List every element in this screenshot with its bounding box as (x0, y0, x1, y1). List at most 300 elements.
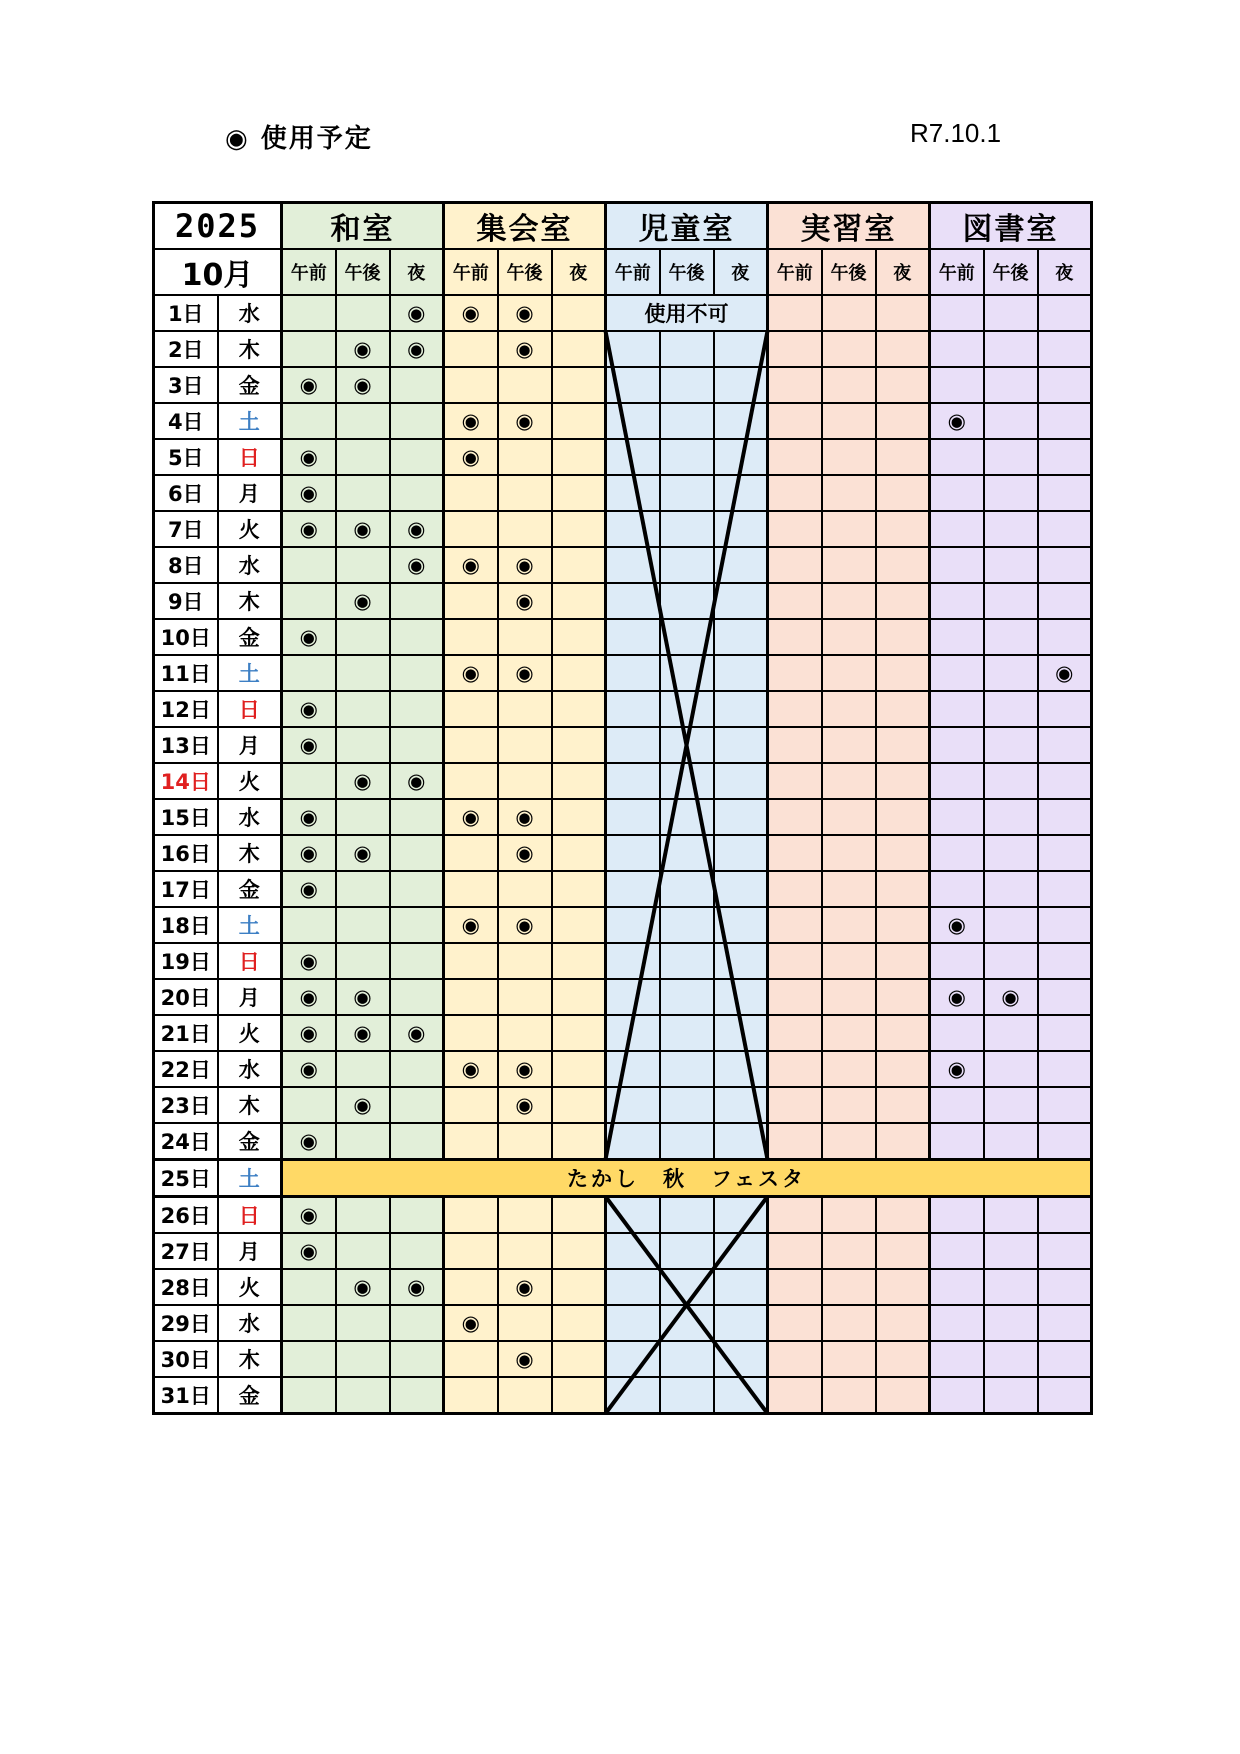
reservation-mark: ◉ (353, 517, 372, 541)
room-header-shukaishitsu: 集会室 (444, 203, 606, 250)
slot-cell-toshoshitsu (984, 619, 1038, 655)
slot-cell-toshoshitsu (930, 1197, 984, 1234)
slot-cell-toshoshitsu (984, 1377, 1038, 1414)
day-cell: 15日 (154, 799, 218, 835)
slot-cell-shukaishitsu (552, 907, 606, 943)
slot-cell-washitsu (390, 619, 444, 655)
slot-cell-jisshushitsu (876, 871, 930, 907)
slot-cell-washitsu (282, 619, 336, 655)
table-row (154, 907, 1092, 943)
slot-cell-shukaishitsu (444, 763, 498, 799)
slot-cell-washitsu (282, 763, 336, 799)
slot-cell-jidoshitsu (606, 763, 660, 799)
slot-cell-shukaishitsu (552, 835, 606, 871)
weekday-cell: 木 (218, 1341, 282, 1377)
table-row (154, 295, 1092, 331)
slot-cell-jisshushitsu (822, 511, 876, 547)
table-row (154, 979, 1092, 1015)
slot-cell-jidoshitsu (660, 403, 714, 439)
slot-cell-jisshushitsu (876, 583, 930, 619)
slot-cell-jisshushitsu (822, 871, 876, 907)
slot-cell-jidoshitsu (606, 475, 660, 511)
table-row (154, 367, 1092, 403)
slot-cell-shukaishitsu (444, 979, 498, 1015)
slot-cell-jisshushitsu (822, 619, 876, 655)
slot-cell-washitsu (390, 1269, 444, 1305)
slot-cell-jidoshitsu (660, 907, 714, 943)
slot-cell-jisshushitsu (876, 799, 930, 835)
reservation-mark: ◉ (515, 913, 534, 937)
slot-cell-washitsu (336, 907, 390, 943)
reservation-mark: ◉ (299, 949, 318, 973)
day-cell: 26日 (154, 1197, 218, 1234)
slot-cell-toshoshitsu (1038, 331, 1092, 367)
day-cell: 7日 (154, 511, 218, 547)
slot-cell-shukaishitsu (552, 511, 606, 547)
table-row (154, 727, 1092, 763)
room-header-jidoshitsu: 児童室 (606, 203, 768, 250)
slot-cell-washitsu (336, 295, 390, 331)
slot-header-toshoshitsu-3: 夜 (1038, 249, 1092, 295)
slot-cell-jisshushitsu (768, 475, 822, 511)
slot-cell-shukaishitsu (444, 1197, 498, 1234)
slot-cell-toshoshitsu (930, 1015, 984, 1051)
slot-cell-jidoshitsu (660, 943, 714, 979)
slot-cell-jidoshitsu (660, 619, 714, 655)
weekday-cell: 火 (218, 763, 282, 799)
slot-cell-jidoshitsu (606, 547, 660, 583)
slot-cell-toshoshitsu (930, 295, 984, 331)
slot-cell-shukaishitsu (552, 1123, 606, 1160)
slot-cell-washitsu (282, 1087, 336, 1123)
slot-cell-toshoshitsu (930, 547, 984, 583)
slot-cell-shukaishitsu (498, 1233, 552, 1269)
slot-cell-toshoshitsu (930, 691, 984, 727)
reservation-mark: ◉ (515, 1093, 534, 1117)
slot-cell-washitsu (336, 1051, 390, 1087)
slot-cell-shukaishitsu (498, 547, 552, 583)
slot-cell-jisshushitsu (822, 1087, 876, 1123)
slot-cell-jisshushitsu (876, 1377, 930, 1414)
slot-cell-jidoshitsu (660, 799, 714, 835)
slot-cell-shukaishitsu (498, 511, 552, 547)
slot-cell-washitsu (390, 475, 444, 511)
slot-cell-shukaishitsu (444, 1341, 498, 1377)
slot-cell-shukaishitsu (498, 1051, 552, 1087)
slot-cell-jisshushitsu (768, 871, 822, 907)
reservation-mark: ◉ (353, 373, 372, 397)
slot-cell-shukaishitsu (498, 439, 552, 475)
reservation-mark: ◉ (299, 481, 318, 505)
reservation-mark: ◉ (299, 805, 318, 829)
slot-cell-washitsu (390, 1051, 444, 1087)
slot-cell-shukaishitsu (552, 547, 606, 583)
slot-cell-shukaishitsu (552, 619, 606, 655)
slot-cell-toshoshitsu (1038, 1123, 1092, 1160)
slot-cell-jisshushitsu (876, 1197, 930, 1234)
table-row (154, 763, 1092, 799)
slot-cell-washitsu (390, 511, 444, 547)
slot-cell-washitsu (390, 1305, 444, 1341)
slot-cell-jidoshitsu (606, 655, 660, 691)
slot-cell-jidoshitsu (714, 475, 768, 511)
slot-cell-shukaishitsu (498, 835, 552, 871)
slot-cell-jisshushitsu (876, 619, 930, 655)
slot-cell-jisshushitsu (822, 835, 876, 871)
day-cell: 17日 (154, 871, 218, 907)
slot-cell-jidoshitsu (606, 439, 660, 475)
day-cell: 18日 (154, 907, 218, 943)
year-header: 2025 (154, 203, 282, 250)
slot-cell-jisshushitsu (876, 475, 930, 511)
slot-cell-shukaishitsu (552, 1087, 606, 1123)
slot-cell-shukaishitsu (498, 655, 552, 691)
slot-cell-washitsu (282, 1051, 336, 1087)
slot-cell-toshoshitsu (930, 619, 984, 655)
slot-cell-jidoshitsu (660, 691, 714, 727)
weekday-cell: 金 (218, 871, 282, 907)
slot-cell-washitsu (390, 1015, 444, 1051)
slot-cell-jisshushitsu (768, 835, 822, 871)
slot-cell-shukaishitsu (552, 1197, 606, 1234)
slot-cell-shukaishitsu (498, 619, 552, 655)
slot-cell-jisshushitsu (876, 1051, 930, 1087)
slot-cell-jidoshitsu (714, 1305, 768, 1341)
slot-cell-shukaishitsu (552, 1341, 606, 1377)
slot-cell-toshoshitsu (1038, 907, 1092, 943)
day-cell: 4日 (154, 403, 218, 439)
slot-cell-washitsu (282, 331, 336, 367)
slot-cell-washitsu (282, 943, 336, 979)
slot-cell-washitsu (336, 979, 390, 1015)
slot-cell-jisshushitsu (768, 403, 822, 439)
slot-cell-shukaishitsu (498, 475, 552, 511)
reservation-mark: ◉ (461, 445, 480, 469)
slot-cell-jidoshitsu (714, 763, 768, 799)
weekday-cell: 水 (218, 799, 282, 835)
table-row (154, 1123, 1092, 1160)
slot-cell-shukaishitsu (444, 871, 498, 907)
slot-cell-washitsu (336, 1377, 390, 1414)
slot-cell-washitsu (336, 763, 390, 799)
slot-cell-shukaishitsu (498, 907, 552, 943)
slot-cell-jisshushitsu (768, 1051, 822, 1087)
slot-cell-jidoshitsu (660, 1305, 714, 1341)
slot-cell-jisshushitsu (768, 1341, 822, 1377)
slot-cell-shukaishitsu (498, 1123, 552, 1160)
weekday-cell: 水 (218, 1051, 282, 1087)
slot-cell-washitsu (390, 979, 444, 1015)
slot-cell-jidoshitsu (714, 835, 768, 871)
day-cell: 10日 (154, 619, 218, 655)
reservation-mark: ◉ (515, 589, 534, 613)
slot-cell-jidoshitsu (606, 1269, 660, 1305)
slot-cell-jidoshitsu (660, 331, 714, 367)
slot-cell-washitsu (336, 619, 390, 655)
slot-cell-washitsu (390, 367, 444, 403)
reservation-mark: ◉ (1001, 985, 1020, 1009)
slot-cell-shukaishitsu (498, 1015, 552, 1051)
slot-cell-jisshushitsu (876, 1087, 930, 1123)
issue-date: R7.10.1 (910, 118, 1002, 148)
slot-cell-shukaishitsu (552, 727, 606, 763)
slot-cell-jisshushitsu (822, 295, 876, 331)
slot-cell-jidoshitsu (714, 403, 768, 439)
slot-cell-washitsu (336, 439, 390, 475)
day-cell: 30日 (154, 1341, 218, 1377)
slot-cell-toshoshitsu (1038, 655, 1092, 691)
slot-cell-washitsu (390, 439, 444, 475)
slot-cell-shukaishitsu (498, 871, 552, 907)
slot-cell-washitsu (282, 1233, 336, 1269)
weekday-cell: 木 (218, 583, 282, 619)
slot-cell-toshoshitsu (1038, 295, 1092, 331)
slot-cell-toshoshitsu (984, 367, 1038, 403)
slot-cell-shukaishitsu (498, 799, 552, 835)
table-row (154, 835, 1092, 871)
reservation-mark: ◉ (407, 1275, 426, 1299)
slot-cell-washitsu (336, 367, 390, 403)
slot-cell-shukaishitsu (498, 691, 552, 727)
slot-cell-jisshushitsu (822, 979, 876, 1015)
slot-cell-shukaishitsu (552, 655, 606, 691)
slot-cell-washitsu (390, 331, 444, 367)
slot-cell-toshoshitsu (1038, 367, 1092, 403)
slot-cell-shukaishitsu (444, 727, 498, 763)
slot-cell-toshoshitsu (930, 871, 984, 907)
weekday-cell: 日 (218, 691, 282, 727)
slot-cell-jisshushitsu (822, 1305, 876, 1341)
slot-cell-jidoshitsu (606, 1051, 660, 1087)
slot-header-shukaishitsu-3: 夜 (552, 249, 606, 295)
reservation-mark: ◉ (407, 301, 426, 325)
slot-cell-jidoshitsu (714, 1377, 768, 1414)
slot-cell-jidoshitsu (714, 655, 768, 691)
slot-cell-shukaishitsu (444, 1051, 498, 1087)
weekday-cell: 月 (218, 979, 282, 1015)
reservation-mark: ◉ (407, 1021, 426, 1045)
slot-cell-washitsu (336, 691, 390, 727)
slot-cell-washitsu (390, 1197, 444, 1234)
slot-cell-shukaishitsu (444, 1015, 498, 1051)
slot-cell-jisshushitsu (768, 547, 822, 583)
slot-cell-washitsu (390, 1123, 444, 1160)
slot-header-jisshushitsu-3: 夜 (876, 249, 930, 295)
slot-cell-shukaishitsu (498, 1377, 552, 1414)
slot-cell-jisshushitsu (822, 1123, 876, 1160)
slot-cell-washitsu (336, 403, 390, 439)
slot-cell-toshoshitsu (984, 1123, 1038, 1160)
slot-cell-shukaishitsu (552, 1015, 606, 1051)
slot-header-jidoshitsu-1: 午前 (606, 249, 660, 295)
slot-cell-jisshushitsu (822, 547, 876, 583)
slot-cell-jidoshitsu (714, 367, 768, 403)
weekday-cell: 火 (218, 1269, 282, 1305)
slot-cell-jidoshitsu (714, 1233, 768, 1269)
slot-cell-washitsu (336, 583, 390, 619)
slot-cell-toshoshitsu (930, 835, 984, 871)
slot-cell-toshoshitsu (1038, 1305, 1092, 1341)
slot-cell-jidoshitsu (714, 1087, 768, 1123)
slot-cell-jisshushitsu (822, 655, 876, 691)
reservation-mark: ◉ (515, 1275, 534, 1299)
unavailable-note: 使用不可 (606, 295, 768, 331)
slot-cell-shukaishitsu (444, 403, 498, 439)
slot-cell-washitsu (282, 835, 336, 871)
reservation-mark: ◉ (947, 1057, 966, 1081)
slot-cell-shukaishitsu (444, 331, 498, 367)
day-cell: 12日 (154, 691, 218, 727)
slot-cell-shukaishitsu (552, 979, 606, 1015)
slot-cell-washitsu (336, 943, 390, 979)
slot-cell-shukaishitsu (444, 1377, 498, 1414)
day-cell: 8日 (154, 547, 218, 583)
slot-cell-jisshushitsu (876, 331, 930, 367)
slot-cell-toshoshitsu (1038, 1087, 1092, 1123)
slot-cell-jisshushitsu (876, 727, 930, 763)
slot-cell-jidoshitsu (606, 907, 660, 943)
slot-cell-shukaishitsu (552, 331, 606, 367)
slot-cell-jisshushitsu (876, 943, 930, 979)
table-row (154, 1087, 1092, 1123)
slot-header-washitsu-3: 夜 (390, 249, 444, 295)
slot-cell-jisshushitsu (822, 763, 876, 799)
weekday-cell: 木 (218, 835, 282, 871)
day-cell: 24日 (154, 1123, 218, 1160)
table-row (154, 943, 1092, 979)
slot-cell-jidoshitsu (714, 943, 768, 979)
slot-cell-washitsu (282, 799, 336, 835)
slot-cell-jidoshitsu (714, 727, 768, 763)
slot-cell-washitsu (390, 763, 444, 799)
slot-cell-toshoshitsu (984, 727, 1038, 763)
slot-cell-toshoshitsu (984, 1197, 1038, 1234)
slot-cell-shukaishitsu (552, 871, 606, 907)
slot-cell-jisshushitsu (768, 619, 822, 655)
slot-cell-toshoshitsu (930, 907, 984, 943)
slot-cell-toshoshitsu (1038, 1233, 1092, 1269)
reservation-mark: ◉ (515, 1057, 534, 1081)
table-row (154, 1197, 1092, 1234)
slot-cell-washitsu (282, 655, 336, 691)
slot-cell-toshoshitsu (984, 439, 1038, 475)
slot-cell-toshoshitsu (930, 1233, 984, 1269)
slot-cell-jidoshitsu (714, 439, 768, 475)
slot-cell-toshoshitsu (930, 367, 984, 403)
slot-cell-toshoshitsu (1038, 1051, 1092, 1087)
slot-cell-jisshushitsu (876, 403, 930, 439)
slot-cell-washitsu (336, 1015, 390, 1051)
reservation-mark: ◉ (299, 1129, 318, 1153)
weekday-cell: 日 (218, 1197, 282, 1234)
slot-cell-jidoshitsu (714, 1269, 768, 1305)
slot-header-toshoshitsu-1: 午前 (930, 249, 984, 295)
slot-cell-shukaishitsu (498, 979, 552, 1015)
slot-cell-jidoshitsu (660, 979, 714, 1015)
slot-cell-jisshushitsu (876, 655, 930, 691)
slot-cell-jisshushitsu (768, 583, 822, 619)
reservation-mark: ◉ (461, 1057, 480, 1081)
slot-cell-jisshushitsu (822, 1341, 876, 1377)
slot-cell-jidoshitsu (714, 511, 768, 547)
slot-cell-jisshushitsu (768, 655, 822, 691)
slot-cell-toshoshitsu (930, 1377, 984, 1414)
slot-cell-toshoshitsu (984, 1233, 1038, 1269)
slot-cell-jisshushitsu (768, 943, 822, 979)
slot-cell-shukaishitsu (444, 1305, 498, 1341)
slot-cell-jisshushitsu (768, 1377, 822, 1414)
slot-cell-jidoshitsu (660, 1269, 714, 1305)
slot-cell-jidoshitsu (606, 691, 660, 727)
slot-cell-toshoshitsu (984, 547, 1038, 583)
reservation-mark: ◉ (461, 1311, 480, 1335)
slot-cell-washitsu (390, 1087, 444, 1123)
day-cell: 23日 (154, 1087, 218, 1123)
weekday-cell: 月 (218, 475, 282, 511)
slot-cell-shukaishitsu (444, 1233, 498, 1269)
slot-cell-jidoshitsu (660, 1015, 714, 1051)
slot-cell-shukaishitsu (444, 619, 498, 655)
slot-cell-shukaishitsu (444, 1087, 498, 1123)
slot-cell-shukaishitsu (498, 403, 552, 439)
slot-cell-toshoshitsu (930, 439, 984, 475)
slot-cell-washitsu (390, 835, 444, 871)
reservation-mark: ◉ (353, 985, 372, 1009)
day-cell: 13日 (154, 727, 218, 763)
reservation-mark: ◉ (407, 517, 426, 541)
slot-cell-jidoshitsu (714, 331, 768, 367)
slot-cell-jisshushitsu (822, 943, 876, 979)
slot-cell-shukaishitsu (552, 799, 606, 835)
slot-cell-jidoshitsu (714, 871, 768, 907)
slot-cell-toshoshitsu (1038, 1341, 1092, 1377)
slot-cell-jisshushitsu (876, 1233, 930, 1269)
slot-cell-shukaishitsu (552, 439, 606, 475)
table-row (154, 475, 1092, 511)
day-cell: 27日 (154, 1233, 218, 1269)
reservation-mark: ◉ (299, 625, 318, 649)
slot-cell-jisshushitsu (768, 1087, 822, 1123)
slot-cell-washitsu (336, 1269, 390, 1305)
reservation-mark: ◉ (353, 337, 372, 361)
slot-cell-jidoshitsu (660, 1123, 714, 1160)
table-row (154, 655, 1092, 691)
weekday-cell: 月 (218, 727, 282, 763)
reservation-mark: ◉ (947, 409, 966, 433)
day-cell: 21日 (154, 1015, 218, 1051)
day-cell: 19日 (154, 943, 218, 979)
slot-cell-washitsu (336, 331, 390, 367)
slot-cell-toshoshitsu (984, 1051, 1038, 1087)
slot-cell-shukaishitsu (552, 943, 606, 979)
slot-cell-jisshushitsu (768, 1233, 822, 1269)
day-cell: 22日 (154, 1051, 218, 1087)
slot-cell-toshoshitsu (930, 511, 984, 547)
slot-cell-toshoshitsu (930, 403, 984, 439)
slot-cell-jisshushitsu (768, 1197, 822, 1234)
slot-cell-jidoshitsu (660, 1233, 714, 1269)
slot-cell-jisshushitsu (822, 1233, 876, 1269)
slot-header-washitsu-1: 午前 (282, 249, 336, 295)
slot-cell-shukaishitsu (552, 1305, 606, 1341)
slot-cell-shukaishitsu (444, 475, 498, 511)
slot-cell-toshoshitsu (1038, 583, 1092, 619)
slot-cell-jisshushitsu (768, 1269, 822, 1305)
weekday-cell: 水 (218, 547, 282, 583)
slot-cell-washitsu (282, 367, 336, 403)
slot-cell-shukaishitsu (552, 403, 606, 439)
reservation-mark: ◉ (515, 409, 534, 433)
